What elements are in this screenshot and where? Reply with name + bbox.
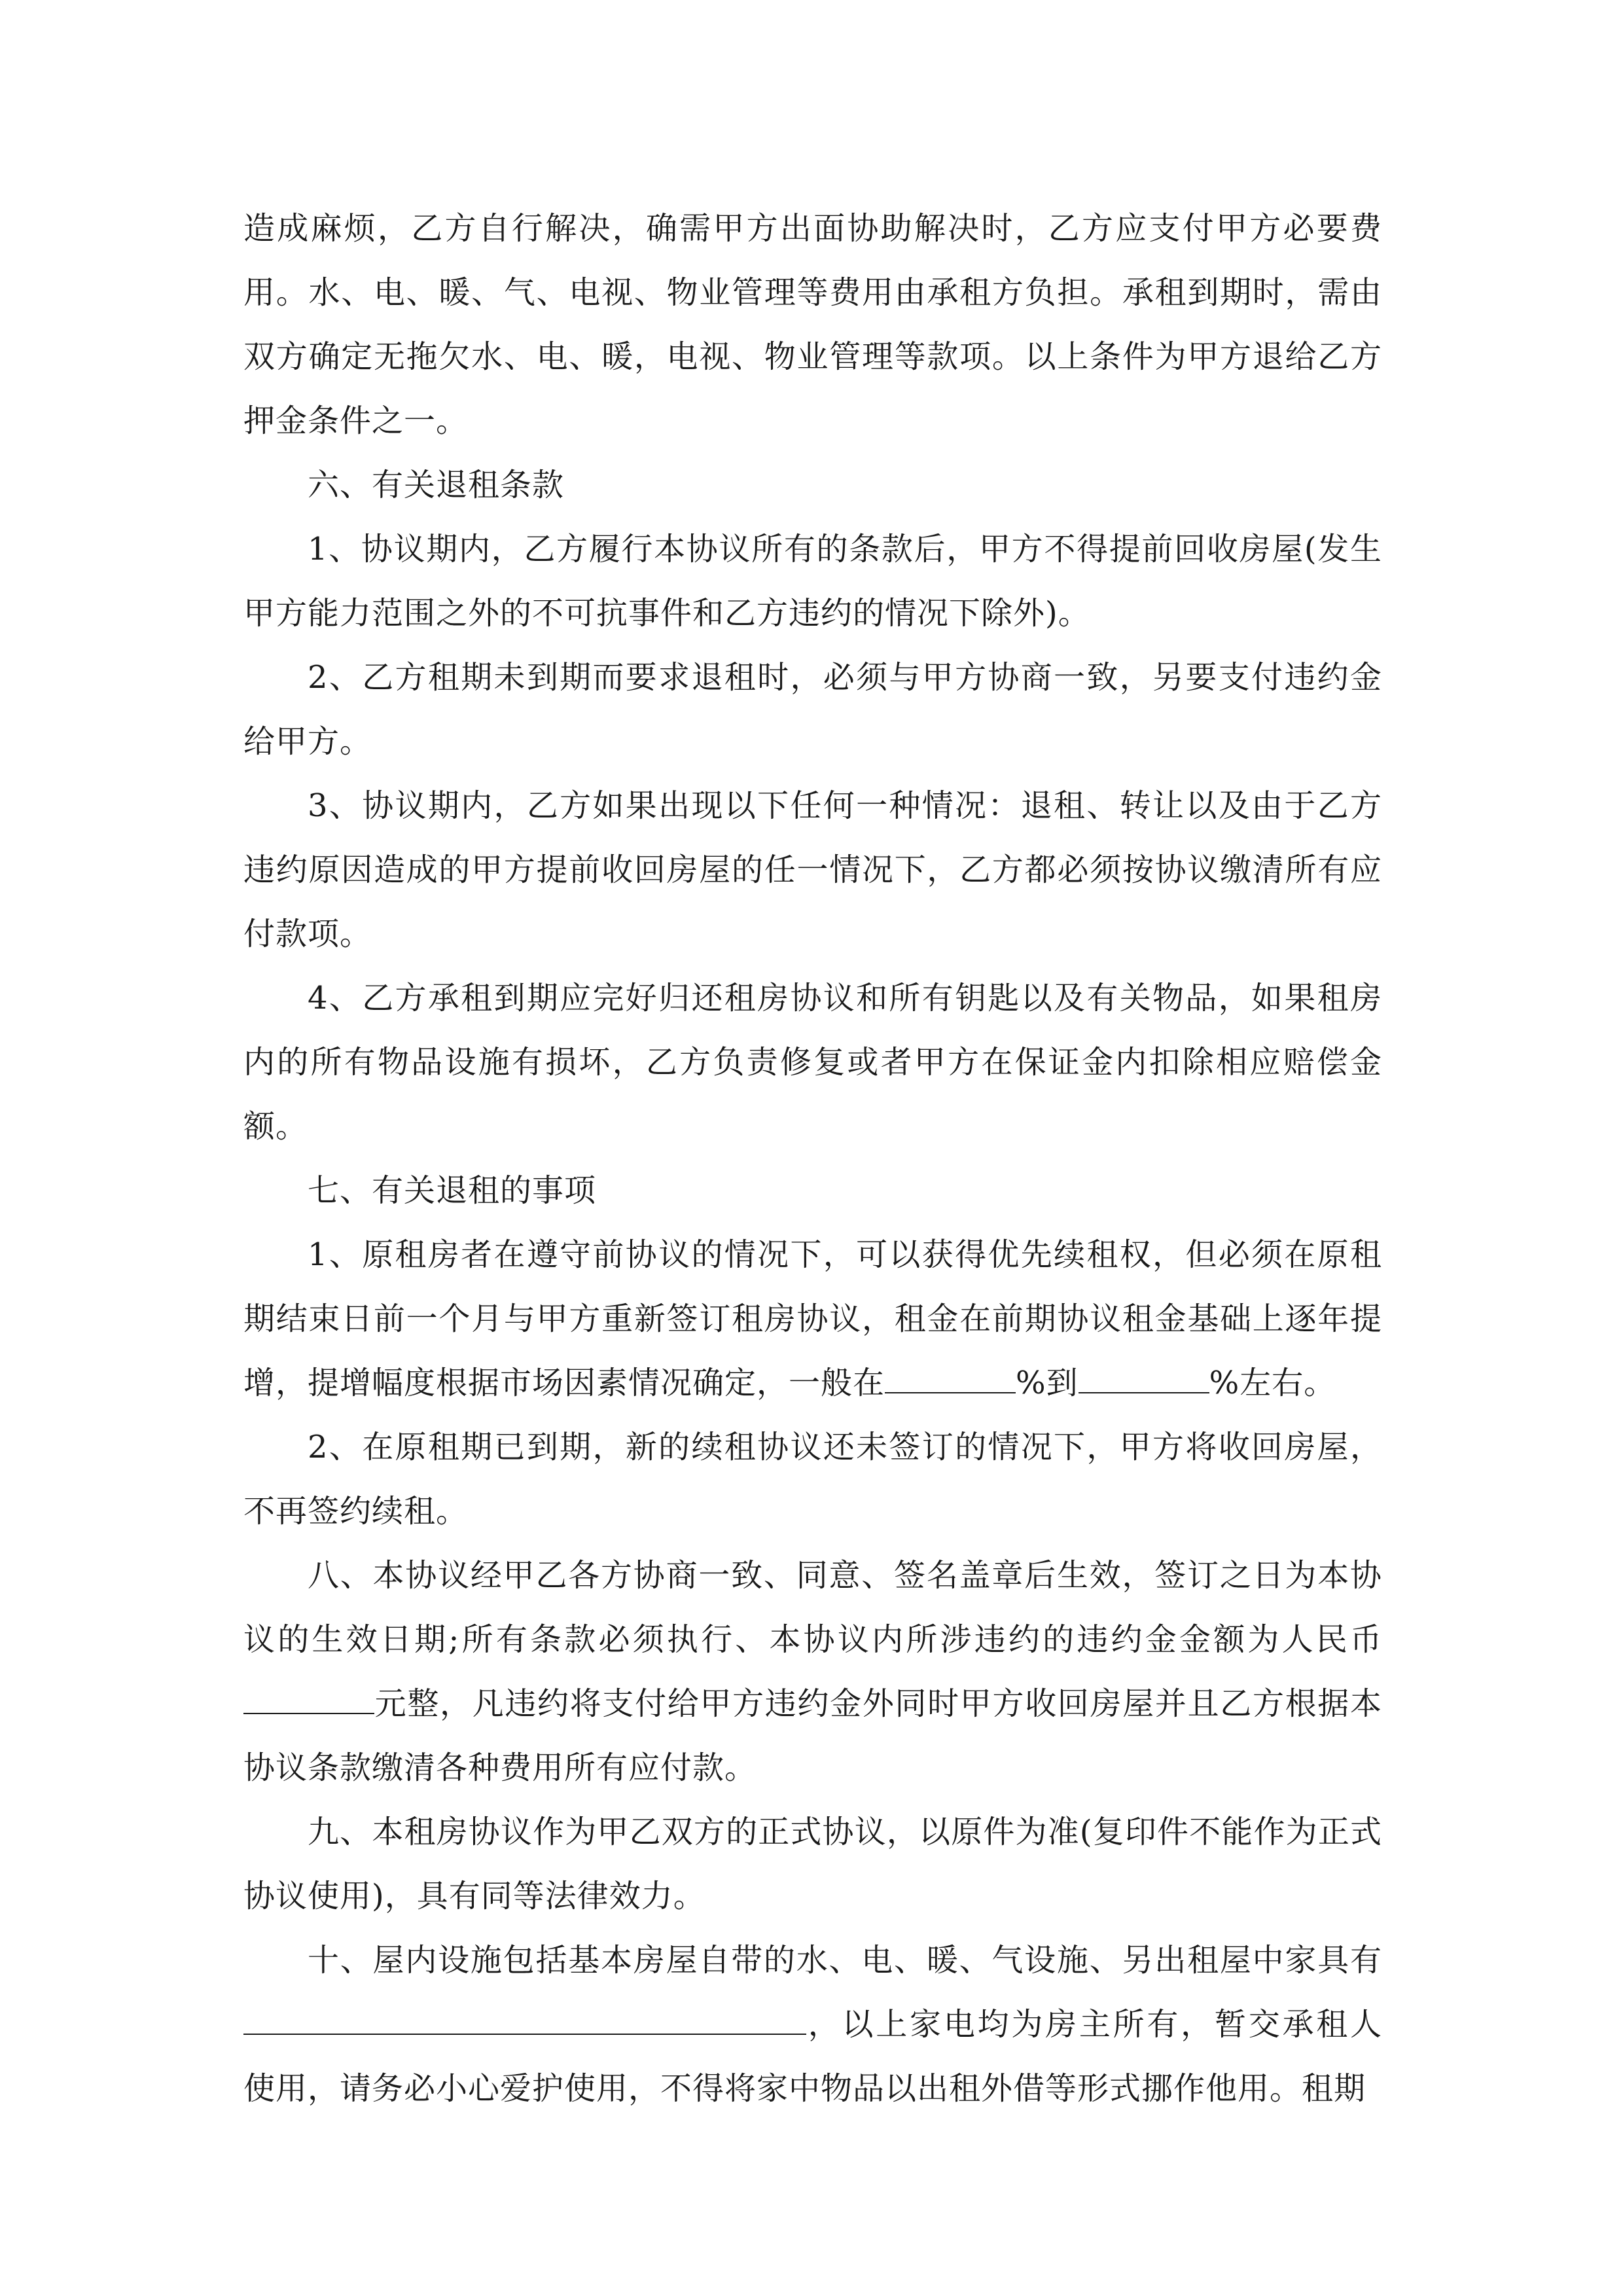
furniture-list-blank[interactable] bbox=[243, 2007, 806, 2035]
paragraph-continued: 造成麻烦，乙方自行解决，确需甲方出面协助解决时，乙方应支付甲方必要费用。水、电、暖、气、电视、物业管理等费用由承租方负担。承租到期时，需由双方确定无拖欠水、电、暖，电视、物业管理等款项。以上条件为甲方退给乙方押金条件之一。 bbox=[243, 210, 1382, 439]
section-6-title: 六、有关退租条款 bbox=[308, 467, 565, 503]
section-7-item-1-text-c: %左右。 bbox=[1209, 1365, 1336, 1401]
section-6-item-3: 3、协议期内，乙方如果出现以下任何一种情况：退租、转让以及由于乙方违约原因造成的甲方提前收回房屋的任一情况下，乙方都必须按协议缴清所有应付款项。 bbox=[243, 787, 1382, 952]
section-7-item-1-text-b: %到 bbox=[1016, 1365, 1079, 1401]
penalty-amount-blank[interactable] bbox=[243, 1687, 374, 1714]
section-10-text-b: ，以上家电均为房主所有，暂交承租人使用，请务必小心爱护使用，不得将家中物品以出租外借等形式挪作他用。租期 bbox=[243, 2006, 1382, 2107]
rent-increase-max-blank[interactable] bbox=[1079, 1366, 1209, 1393]
section-6-item-1: 1、协议期内，乙方履行本协议所有的条款后，甲方不得提前回收房屋(发生甲方能力范围之外的不可抗事件和乙方违约的情况下除外)。 bbox=[243, 531, 1382, 632]
section-6-item-2: 2、乙方租期未到期而要求退租时，必须与甲方协商一致，另要支付违约金给甲方。 bbox=[243, 659, 1382, 760]
section-8-text-a: 八、本协议经甲乙各方协商一致、同意、签名盖章后生效，签订之日为本协议的生效日期;所有条款必须执行、本协议内所涉违约的违约金金额为人民币 bbox=[243, 1557, 1382, 1658]
section-8-text-b: 元整，凡违约将支付给甲方违约金外同时甲方收回房屋并且乙方根据本协议条款缴清各种费用所有应付款。 bbox=[243, 1685, 1382, 1786]
section-8 bbox=[243, 1543, 1382, 1800]
section-10 bbox=[243, 1928, 1382, 2121]
section-6-item-4: 4、乙方承租到期应完好归还租房协议和所有钥匙以及有关物品，如果租房内的所有物品设施有损坏，乙方负责修复或者甲方在保证金内扣除相应赔偿金额。 bbox=[243, 980, 1382, 1145]
section-7-title: 七、有关退租的事项 bbox=[308, 1172, 597, 1209]
section-7-item-1-text-a: 1、原租房者在遵守前协议的情况下，可以获得优先续租权，但必须在原租期结束日前一个月与甲方重新签订租房协议，租金在前期协议租金基础上逐年提增，提增幅度根据市场因素情况确定，一般在 bbox=[243, 1236, 1382, 1401]
section-10-text-a: 十、屋内设施包括基本房屋自带的水、电、暖、气设施、另出租屋中家具有 bbox=[308, 1942, 1382, 1979]
section-7-item-1 bbox=[243, 1223, 1382, 1415]
rent-increase-min-blank[interactable] bbox=[885, 1366, 1016, 1393]
document-body bbox=[243, 196, 1382, 2121]
section-7-item-2: 2、在原租期已到期，新的续租协议还未签订的情况下，甲方将收回房屋，不再签约续租。 bbox=[243, 1429, 1382, 1530]
section-9: 九、本租房协议作为甲乙双方的正式协议，以原件为准(复印件不能作为正式协议使用)，具有同等法律效力。 bbox=[243, 1814, 1382, 1914]
